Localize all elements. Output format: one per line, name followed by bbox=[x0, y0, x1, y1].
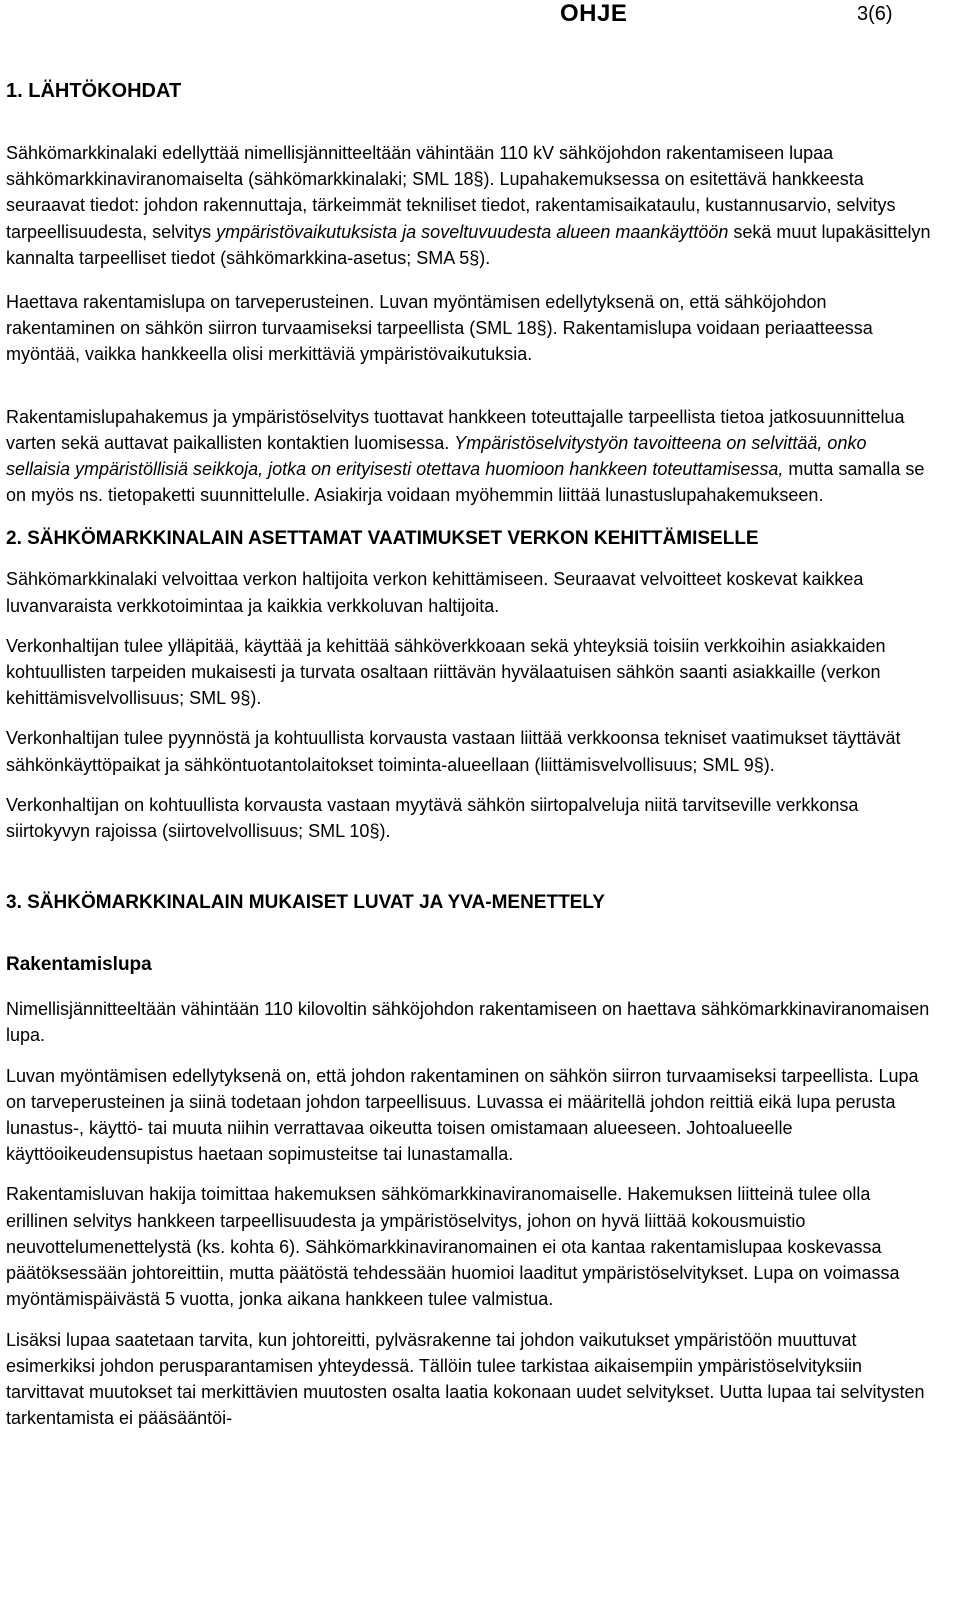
text-run: Sähkömarkkinalaki edellyttää nimellisjännitteeltään vähintään 110 kV sähköjohdon rakentamiseen lupaa sähkömarkkinaviranomaiselta (sähkömarkkinalaki; SML 18§). Lupahakemuksessa on esitettävä hankkeesta seuraavat tiedot: johdon rakennuttaja, tärkeimmät tekniliset tiedot, rakentamisaikataulu, kustannusarvio, selvitys tarpeellisuudesta, selvitys bbox=[6, 143, 896, 242]
page-number: 3(6) bbox=[857, 3, 893, 25]
document-type-label: OHJE bbox=[560, 0, 628, 27]
document-body bbox=[6, 78, 934, 1431]
paragraph bbox=[6, 140, 934, 271]
italic-text-run: Ympäristöselvitystyön tavoitteena on selvittää, onko sellaisia ympäristöllisiä seikkoja, jotka on erityisesti otettava huomioon hankkeen toteuttamisessa, bbox=[6, 432, 867, 480]
subsection-heading: Rakentamislupa bbox=[6, 954, 152, 976]
paragraph: Verkonhaltijan tulee pyynnöstä ja kohtuullista korvausta vastaan liittää verkkoonsa tekniset vaatimukset täyttävät sähkönkäyttöpaikat ja sähköntuotantolaitokset toiminta-alueellaan (liittämisvelvollisuus; SML 9§). bbox=[6, 728, 901, 775]
paragraph: Rakentamisluvan hakija toimittaa hakemuksen sähkömarkkinaviranomaiselle. Hakemuksen liitteinä tulee olla erillinen selvitys hankkeen tarpeellisuudesta ja ympäristöselvitys, johon on hyvä liittää kokousmuistio neuvottelumenettelystä (ks. kohta 6). Sähkömarkkinaviranomainen ei ota kantaa rakentamislupaa koskevassa päätöksessään johtoreittiin, mutta päätöstä tehdessään huomioi laaditut ympäristöselvitykset. Lupa on voimassa myöntämispäivästä 5 vuotta, jonka aikana hankkeen tulee valmistua. bbox=[6, 1184, 900, 1310]
paragraph bbox=[6, 404, 934, 509]
paragraph: Luvan myöntämisen edellytyksenä on, että johdon rakentaminen on sähkön siirron turvaamiseksi tarpeellista. Lupa on tarveperusteinen ja siinä todetaan johdon tarpeellisuus. Luvassa ei määritellä johdon reittiä eikä lupa perusta lunastus-, käyttö- tai muuta niihin verrattavaa oikeutta toisen omistamaan alueeseen. Johtoalueelle käyttöoikeudensupistus haetaan sopimusteitse tai lunastamalla. bbox=[6, 1065, 919, 1165]
italic-text-run: ympäristövaikutuksista ja soveltuvuudesta alueen maankäyttöön bbox=[216, 221, 729, 242]
paragraph: Sähkömarkkinalaki velvoittaa verkon haltijoita verkon kehittämiseen. Seuraavat velvoitteet koskevat kaikkea luvanvaraista verkkotoimintaa ja kaikkia verkkoluvan haltijoita. bbox=[6, 569, 864, 616]
page-header bbox=[6, 0, 936, 32]
paragraph: Haettava rakentamislupa on tarveperusteinen. Luvan myöntämisen edellytyksenä on, että sähköjohdon rakentaminen on sähkön siirron turvaamiseksi tarpeellista (SML 18§). Rakentamislupa voidaan periaatteessa myöntää, vaikka hankkeella olisi merkittäviä ympäristövaikutuksia. bbox=[6, 292, 873, 365]
paragraph: Verkonhaltijan on kohtuullista korvausta vastaan myytävä sähkön siirtopalveluja niitä tarvitseville verkkonsa siirtokyvyn rajoissa (siirtovelvollisuus; SML 10§). bbox=[6, 794, 859, 842]
section-heading-2: 2. SÄHKÖMARKKINALAIN ASETTAMAT VAATIMUKSET VERKON KEHITTÄMISELLE bbox=[6, 528, 759, 550]
section-heading-3: 3. SÄHKÖMARKKINALAIN MUKAISET LUVAT JA YVA-MENETTELY bbox=[6, 892, 605, 914]
text-run: mutta samalla se on myös ns. tietopaketti suunnittelulle. Asiakirja voidaan myöhemmin liittää lunastuslupahakemukseen. bbox=[6, 459, 925, 506]
text-run: sekä muut lupakäsittelyn kannalta tarpeelliset tiedot (sähkömarkkina-asetus; SMA 5§). bbox=[6, 221, 931, 268]
paragraph: Lisäksi lupaa saatetaan tarvita, kun johtoreitti, pylväsrakenne tai johdon vaikutukset ympäristöön muuttuvat esimerkiksi johdon perusparantamisen yhteydessä. Tällöin tulee tarkistaa aikaisempiin ympäristöselvityksiin tarvittavat muutokset tai merkittävien muutosten osalta laatia kokonaan uudet selvitykset. Uutta lupaa tai selvitysten tarkentamista ei pääsääntöi- bbox=[6, 1329, 925, 1429]
paragraph: Verkonhaltijan tulee ylläpitää, käyttää ja kehittää sähköverkkoaan sekä yhteyksiä toisiin verkkoihin asiakkaiden kohtuullisten tarpeiden mukaisesti ja turvata osaltaan riittävän hyvälaatuisen sähkön saanti asiakkaille (verkon kehittämisvelvollisuus; SML 9§). bbox=[6, 635, 886, 709]
section-heading-1: 1. LÄHTÖKOHDAT bbox=[6, 80, 182, 102]
paragraph: Nimellisjännitteeltään vähintään 110 kilovoltin sähköjohdon rakentamiseen on haettava sähkömarkkinaviranomaisen lupa. bbox=[6, 999, 930, 1046]
text-run: Rakentamislupahakemus ja ympäristöselvitys tuottavat hankkeen toteuttajalle tarpeellista tietoa jatkosuunnittelua varten sekä auttavat paikallisten kontaktien luomisessa. bbox=[6, 406, 905, 453]
